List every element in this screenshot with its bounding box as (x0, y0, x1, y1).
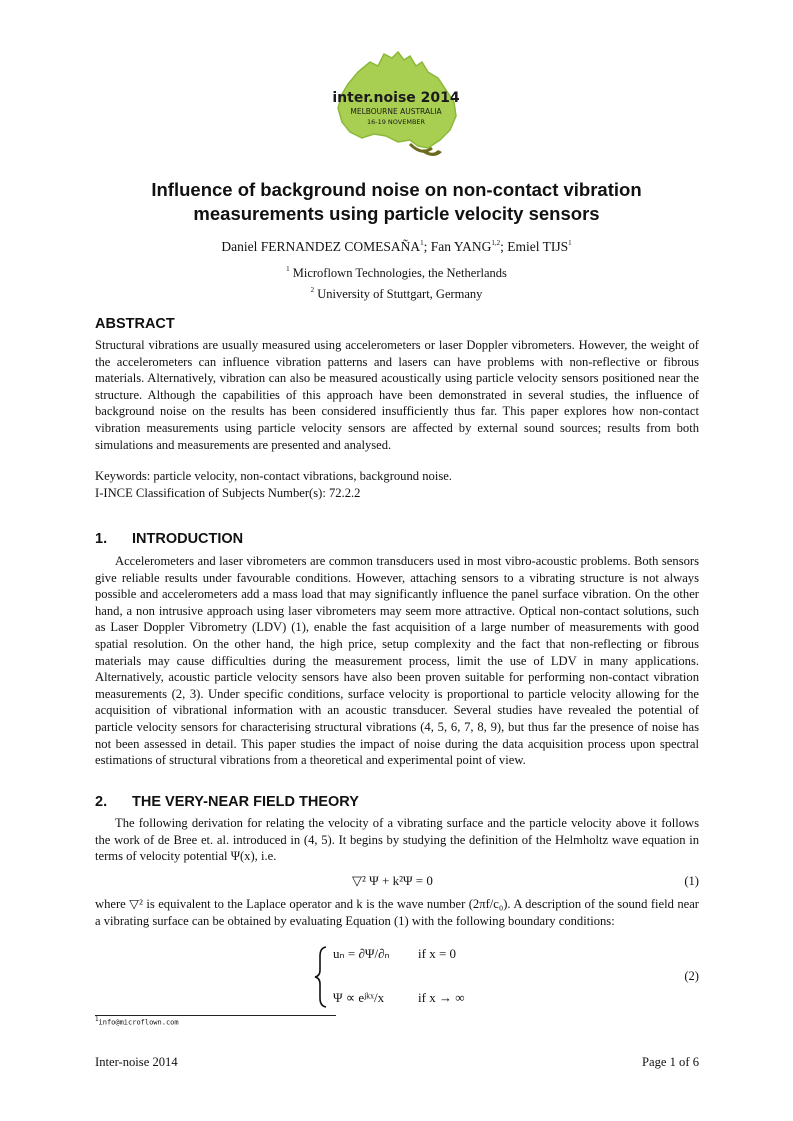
equation-2-condition-2: if x → ∞ (418, 990, 465, 1005)
equation-1-number: (1) (684, 874, 699, 888)
affiliation-text: University of Stuttgart, Germany (317, 287, 483, 301)
australia-map-icon (318, 44, 474, 164)
keywords: Keywords: particle velocity, non-contact vibrations, background noise. (95, 469, 452, 483)
author-affiliation-mark: 1,2 (491, 239, 501, 247)
author-list (0, 239, 793, 255)
affiliation (0, 286, 793, 302)
section-title: THE VERY-NEAR FIELD THEORY (132, 794, 359, 810)
author-name: Emiel TIJS (507, 239, 569, 254)
author-affiliation-mark: 1 (568, 239, 572, 247)
footnote-email: info@microflown.com (98, 1018, 179, 1027)
author-separator: ; (423, 239, 431, 254)
section-2-body-b: where ▽² is equivalent to the Laplace operator and k is the wave number (2πf/c₀). A description of the sound field near a vibrating surface can be obtained by evaluating Equation (1) with the following boundary conditions: (95, 897, 699, 928)
logo-dates: 16-19 NOVEMBER (366, 118, 426, 126)
section-2-body-a: The following derivation for relating the velocity of a vibrating surface and the particle velocity above it follows the work of de Bree et. al. introduced in (4, 5). It begins by studying the definition of the Helmholtz wave equation in terms of velocity potential Ψ(x), i.e. (95, 816, 699, 864)
paper-title-line-2: measurements using particle velocity sensors (193, 203, 600, 224)
author-name: Daniel FERNANDEZ COMESAÑA (221, 239, 421, 254)
conference-logo (318, 44, 474, 164)
affiliation-number: 1 (286, 265, 290, 273)
logo-location: MELBOURNE AUSTRALIA (350, 107, 442, 116)
section-number: 2. (95, 794, 108, 810)
affiliation (0, 265, 793, 281)
paper-title-line-1: Influence of background noise on non-contact vibration (151, 179, 642, 200)
footnote-rule (95, 1015, 336, 1016)
footer-page-number: Page 1 of 6 (641, 1055, 699, 1069)
section-number: 1. (95, 531, 108, 547)
equation-2-case-1: uₙ = ∂Ψ/∂ₙ (333, 946, 390, 961)
author-affiliation-mark: 1 (420, 239, 424, 247)
section-2-heading (95, 794, 359, 810)
equation-1: ▽² Ψ + k²Ψ = 0 (352, 873, 433, 888)
classification: I-INCE Classification of Subjects Number(s): 72.2.2 (95, 486, 361, 500)
equation-2-number: (2) (684, 969, 699, 983)
footnote-mark: 1 (95, 1017, 99, 1023)
abstract-body: Structural vibrations are usually measured using accelerometers or laser Doppler vibrometers. However, the weight of the accelerometers can influence vibration patterns and lasers can have problems with non-reflective or fibrous materials. Alternatively, vibration can also be measured acoustically using particle velocity sensors positioned near the structure. Although the capabilities of this approach have been demonstrated in several studies, the influence of background noise on the results has been considered insufficiently thus far. This paper explores how non-contact vibration measurements using particle velocity sensors are affected by external sound sources; results from both simulations and measurements are presented and analysed. (95, 338, 699, 452)
footnote (95, 1017, 179, 1026)
affiliation-number: 2 (310, 286, 315, 294)
section-1-body: Accelerometers and laser vibrometers are common transducers used in most vibro-acoustic problems. Both sensors give reliable results under favourable conditions. However, attaching sensors to a vibrating structure is not always possible and accelerometers add a mass load that may significantly influence the panel surface vibration. On the other hand, a non intrusive approach using laser vibrometers may seem more attractive. Optical non-contact solutions, such as Laser Doppler Vibrometry (LDV) (1), enable the fast acquisition of a large number of measurements with good spatial resolution. On the other hand, the high price, setup complexity and the fact that non-reflecting or fibrous materials may cause difficulties during the measurement process, limit the use of LDV in many applications. Alternatively, acoustic particle velocity sensors have also been proven suitable for performing non-contact vibration measurements (2, 3). Under specific conditions, surface velocity is proportional to particle velocity allowing for the acquisition of vibrational information with an acoustic transducer. Several studies have revealed the potential of particle velocity sensors for characterising structural vibrations (4, 5, 6, 7, 8, 9), but thus far the presence of noise has not been assessed in detail. This paper studies the impact of noise during the data acquisition process upon spectral estimations of structural vibrations from a theoretical and experimental point of view. (95, 554, 699, 768)
affiliation-text: Microflown Technologies, the Netherlands (292, 266, 507, 280)
equation-brace-icon (314, 946, 328, 1008)
abstract-heading: ABSTRACT (95, 316, 175, 332)
author-separator: ; (500, 239, 508, 254)
author-name: Fan YANG (430, 239, 492, 254)
section-title: INTRODUCTION (132, 531, 244, 547)
logo-brand: inter.noise 2014 (332, 90, 460, 106)
section-1-heading (95, 531, 243, 547)
footer-conference: Inter-noise 2014 (95, 1055, 178, 1069)
equation-2-condition-1: if x = 0 (418, 946, 457, 961)
equation-2-case-2: Ψ ∝ eʲᵏˣ/x (333, 990, 385, 1005)
